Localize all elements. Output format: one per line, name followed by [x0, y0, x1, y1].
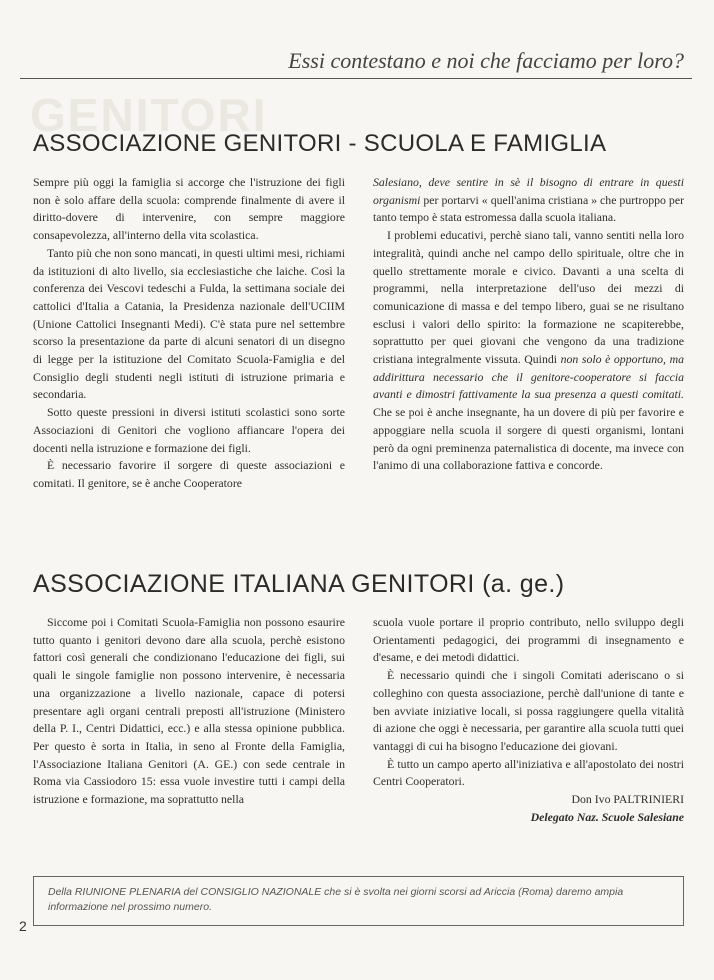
- body-text: I problemi educativi, perchè siano tali, vanno sentiti nella loro integralità, quindi anche nel campo dello spirituale, oltre che in quello strettamente morale e civico. Davanti a una scelta di programmi, nella interpretazione dell'uso dei mezzi di comunicazione di massa e del tempo libero, guai se ne risultano esclusi i valori dello spirito: la formazione ne scapiterebbe, soprattutto per quei giovani che vengono da una tradizione cristiana integralmente vissuta. Quindi: [373, 228, 684, 367]
- body-text: Che se poi è anche insegnante, ha un dovere di più per favorire e appoggiare nella scuola il sorgere di questi organismi, lontani però da ogni preminenza paternalistica di docente, ma invece con l'animo di una collaborazione fattiva e concorde.: [373, 405, 684, 473]
- section1-column-right: [373, 174, 684, 475]
- section2-column-left: [33, 614, 345, 809]
- section2-column-right: [373, 614, 684, 826]
- signature-role: Delegato Naz. Scuole Salesiane: [530, 809, 684, 824]
- section1-paragraph: È necessario favorire il sorgere di queste associazioni e comitati. Il genitore, se è anche Cooperatore: [33, 458, 345, 490]
- section1-column-left: [33, 174, 345, 493]
- section1-title: ASSOCIAZIONE GENITORI - SCUOLA E FAMIGLIA: [33, 130, 607, 157]
- emphasis-text: Salesiano, deve sentire in sè il bisogno di entrare in questi organismi: [373, 175, 684, 207]
- section1-paragraph: Tanto più che non sono mancati, in questi ultimi mesi, richiami da istituzioni di alto livello, sia ecclesiastiche che laiche. Così la conferenza dei Vescovi tedeschi a Fulda, la settimana sociale dei cattolici d'Italia a Catania, la Presidenza nazionale dell'UCIIM (Unione Cattolici Insegnanti Medi). C'è stata pure nel settembre scorso la presentazione da parte di alcuni senatori di un disegno di legge per la istituzione del Comitato Scuola-Famiglia e del Consiglio degli studenti negli istituti di istruzione primaria e secondaria.: [33, 245, 345, 402]
- section2-paragraph: È necessario quindi che i singoli Comitati aderiscano o si colleghino con questa associazione, perchè dall'unione di tante e ben avviate iniziative locali, si possa raggiungere quella vitalità di azione che oggi è necessaria, per garantire alla scuola tutti quei vantaggi di cui ha bisogno l'educazione dei giovani.: [373, 668, 684, 753]
- section1-paragraph: [373, 227, 684, 475]
- section2-paragraph: Siccome poi i Comitati Scuola-Famiglia non possono esaurire tutto quanto i genitori devono dare alla scuola, perchè esistono fattori così generali che condizionano l'educazione dei figli, sui quali le singole famiglie non possono intervenire, è necessaria una organizzazione a livello nazionale, capace di potersi presentare agli organi centrali preposti all'istruzione (Ministero della P. I., Centri Didattici, ecc.) e alla stessa opinione pubblica. Per questo è sorta in Italia, in seno al Fronte della Famiglia, l'Associazione Italiana Genitori (A. GE.) con sede centrale in Roma via Cassiodoro 15: essa vuole investire tutti i campi della istruzione e formazione, ma soprattutto nella: [33, 615, 345, 807]
- section1-paragraph: [373, 174, 684, 227]
- section2-paragraph: scuola vuole portare il proprio contributo, nello sviluppo degli Orientamenti pedagogici, dei programmi di insegnamento e d'esame, e dei metodi didattici.: [373, 615, 684, 665]
- section2-paragraph: È tutto un campo aperto all'iniziativa e all'apostolato dei nostri Centri Cooperatori.: [373, 756, 684, 789]
- signature-name: Don Ivo PALTRINIERI: [571, 792, 684, 807]
- page-number: 2: [19, 918, 27, 934]
- footer-note-text: Della RIUNIONE PLENARIA del CONSIGLIO NAZIONALE che si è svolta nei giorni scorsi ad Ariccia (Roma) daremo ampia informazione nel prossimo numero.: [48, 886, 624, 913]
- section2-title: ASSOCIAZIONE ITALIANA GENITORI (a. ge.): [33, 570, 565, 598]
- page-header: [20, 46, 692, 79]
- background-watermark-title: GENITORI: [30, 89, 268, 141]
- header-text: Essi contestano e noi che facciamo per loro?: [288, 48, 684, 73]
- body-text: per portarvi « quell'anima cristiana » che purtroppo per tanto tempo è stata estromessa dalla scuola italiana.: [373, 192, 684, 225]
- emphasis-text: non solo è opportuno, ma addirittura necessario che il genitore-cooperatore si faccia avanti e dimostri fattivamente la sua presenza a questi comitati.: [373, 352, 684, 402]
- section1-paragraph: Sotto queste pressioni in diversi istituti scolastici sono sorte Associazioni di Genitori che vogliono affiancare l'opera dei docenti nella istruzione e formazione dei figli.: [33, 405, 345, 455]
- section1-paragraph: Sempre più oggi la famiglia si accorge che l'istruzione dei figli non è solo affare della scuola: comprende finalmente di avere il diritto-dovere di intervenire, con sempre maggiore consapevolezza, all'interno della vita scolastica.: [33, 175, 345, 243]
- footer-note-box: [33, 876, 684, 926]
